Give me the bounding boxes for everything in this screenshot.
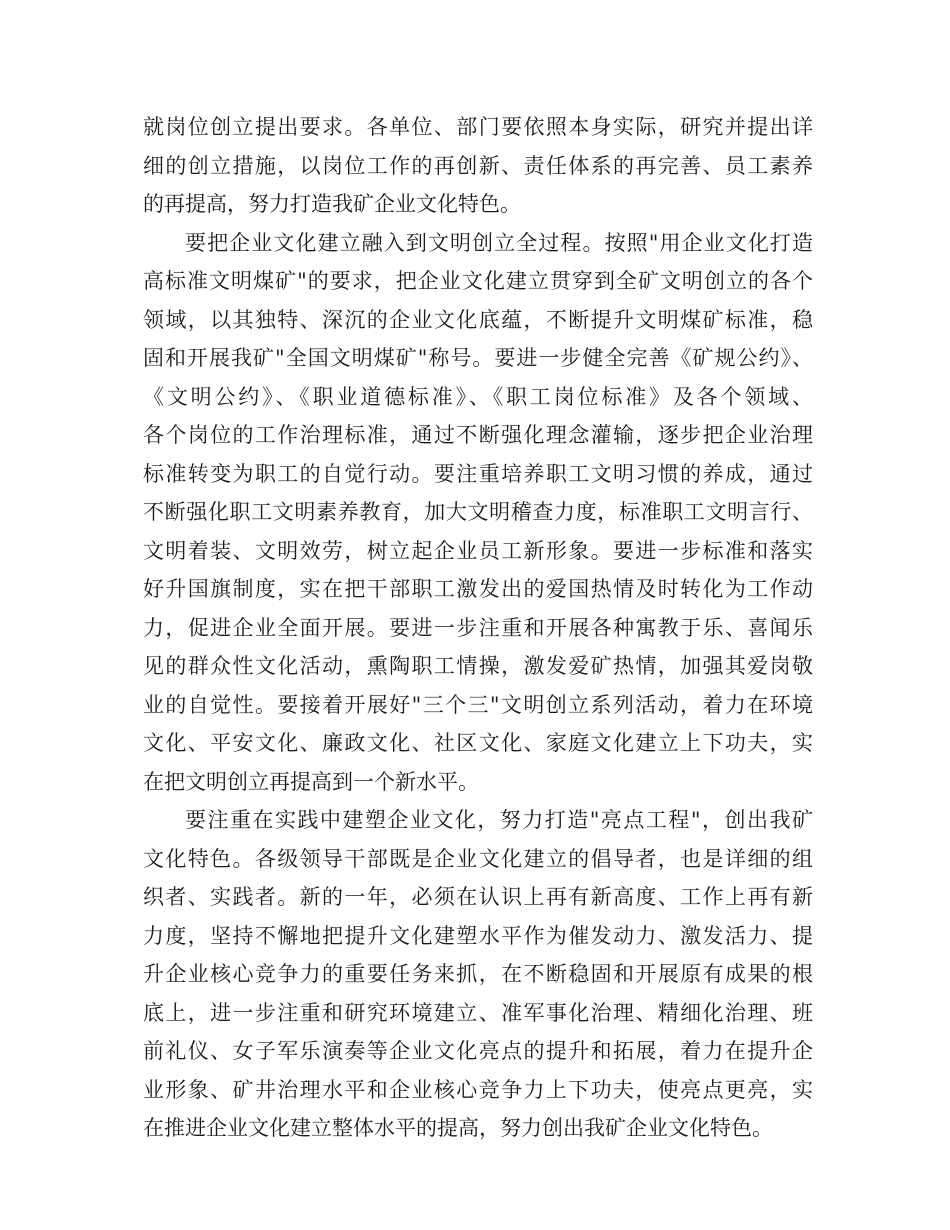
paragraph-line: 细的创立措施，以岗位工作的再创新、责任体系的再完善、员工素养: [143, 153, 813, 178]
paragraph-line: 固和开展我矿"全国文明煤矿"称号。要进一步健全完善《矿规公约》、: [143, 346, 813, 370]
document-body: [143, 108, 813, 1148]
paragraph-line: 力度，坚持不懈地把提升文化建塑水平作为催发动力、激发活力、提: [143, 923, 813, 948]
paragraph-line: 文化、平安文化、廉政文化、社区文化、家庭文化建立上下功夫，实: [143, 731, 813, 755]
paragraph-line: 见的群众性文化活动，熏陶职工情操，激发爱矿热情，加强其爱岗敬: [143, 654, 813, 678]
paragraph-line: 《文明公约》、《职业道德标准》、《职工岗位标准》及各个领域、: [143, 384, 813, 409]
paragraph-line: 不断强化职工文明素养教育，加大文明稽查力度，标准职工文明言行、: [143, 500, 813, 524]
paragraph-line: 升企业核心竞争力的重要任务来抓，在不断稳固和开展原有成果的根: [143, 962, 813, 986]
paragraph-line: 在推进企业文化建立整体水平的提高，努力创出我矿企业文化特色。: [143, 1116, 773, 1140]
paragraph-line: 织者、实践者。新的一年，必须在认识上再有新高度、工作上再有新: [143, 885, 813, 909]
paragraph-2: [143, 224, 813, 802]
paragraph-1: [143, 108, 813, 224]
paragraph-line: 在把文明创立再提高到一个新水平。: [143, 769, 479, 794]
paragraph-line: 业的自觉性。要接着开展好"三个三"文明创立系列活动，着力在环境: [143, 692, 813, 717]
paragraph-line: 好升国旗制度，实在把干部职工激发出的爱国热情及时转化为工作动: [143, 577, 813, 601]
paragraph-line: 各个岗位的工作治理标准，通过不断强化理念灌输，逐步把企业治理: [143, 423, 813, 447]
paragraph-line: 文明着装、文明效劳，树立起企业员工新形象。要进一步标准和落实: [143, 538, 813, 563]
paragraph-line: 要注重在实践中建塑企业文化，努力打造"亮点工程"，创出我矿: [185, 808, 813, 832]
paragraph-line: 业形象、矿井治理水平和企业核心竞争力上下功夫，使亮点更亮，实: [143, 1077, 813, 1102]
paragraph-line: 力，促进企业全面开展。要进一步注重和开展各种寓教于乐、喜闻乐: [143, 615, 813, 640]
paragraph-line: 高标准文明煤矿"的要求，把企业文化建立贯穿到全矿文明创立的各个: [143, 269, 813, 293]
paragraph-line: 要把企业文化建立融入到文明创立全过程。按照"用企业文化打造: [185, 230, 813, 255]
paragraph-3: [143, 801, 813, 1148]
paragraph-line: 的再提高，努力打造我矿企业文化特色。: [143, 192, 521, 216]
paragraph-line: 底上，进一步注重和研究环境建立、准军事化治理、精细化治理、班: [143, 1000, 813, 1025]
paragraph-line: 前礼仪、女子军乐演奏等企业文化亮点的提升和拓展，着力在提升企: [143, 1039, 813, 1063]
paragraph-line: 标准转变为职工的自觉行动。要注重培养职工文明习惯的养成，通过: [143, 461, 813, 486]
paragraph-line: 领域，以其独特、深沉的企业文化底蕴，不断提升文明煤矿标准，稳: [143, 307, 813, 332]
paragraph-line: 文化特色。各级领导干部既是企业文化建立的倡导者，也是详细的组: [143, 846, 813, 871]
paragraph-line: 就岗位创立提出要求。各单位、部门要依照本身实际，研究并提出详: [143, 115, 813, 139]
